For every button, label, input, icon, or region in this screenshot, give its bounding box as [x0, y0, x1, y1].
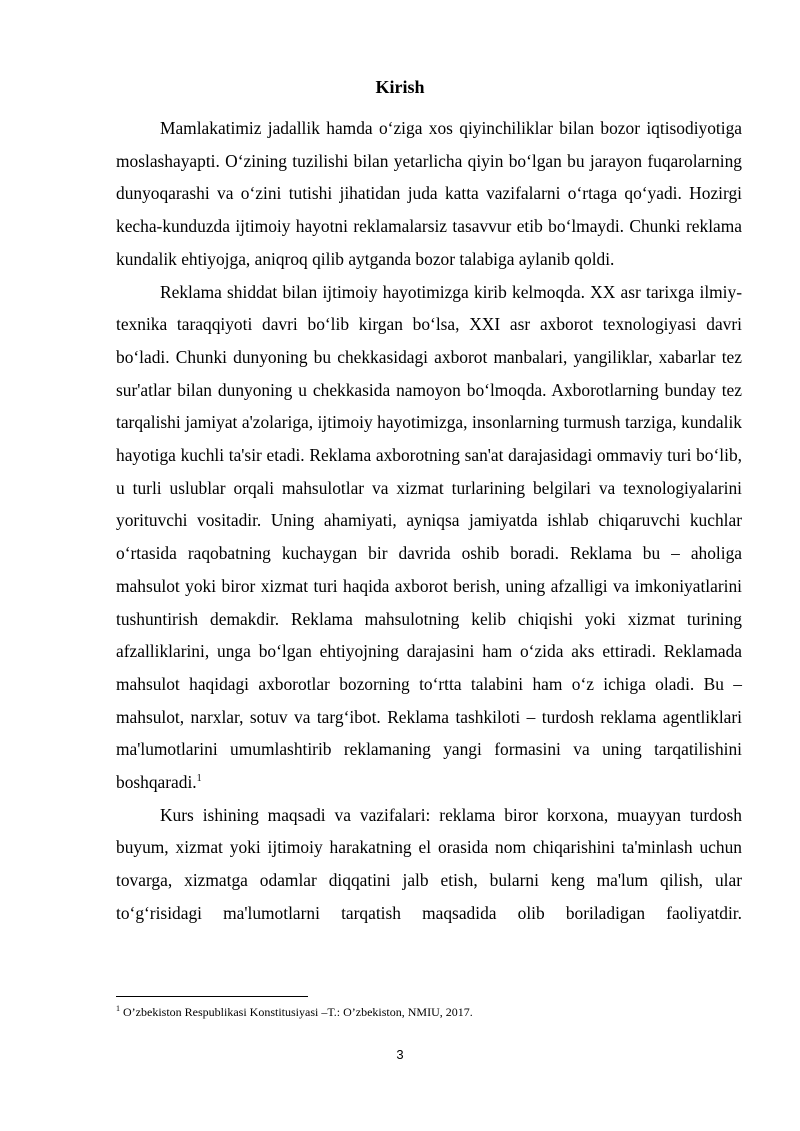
footnote-separator — [116, 996, 308, 997]
paragraph-goals — [116, 799, 742, 930]
paragraph-intro-text: Mamlakatimiz jadallik hamda o‘ziga xos qiyinchiliklar bilan bozor iqtisodiyotiga moslashayapti. O‘zining tuzilishi bilan yetarlicha qiyin bo‘lgan bu jarayon fuqarolarning dunyoqarashi va o‘zini tutishi jihatidan juda katta vazifalarni o‘rtaga qo‘yadi. Hozirgi kecha-kunduzda ijtimoiy hayotni reklamalarsiz tasavvur etib bo‘lmaydi. Chunki reklama kundalik ehtiyojga, aniqroq qilib aytganda bozor talabiga aylanib qoldi. — [116, 118, 742, 269]
footnote — [116, 1004, 473, 1020]
footnote-text: O’zbekiston Respublikasi Konstitusiyasi –T.: O’zbekiston, NMIU, 2017. — [123, 1005, 473, 1019]
page-number: 3 — [396, 1047, 404, 1062]
paragraph-advertising — [116, 276, 742, 799]
paragraph-advertising-text: Reklama shiddat bilan ijtimoiy hayotimizga kirib kelmoqda. XX asr tarixga ilmiy-texnika taraqqiyoti davri bo‘lib kirgan bo‘lsa, XXI asr axborot texnologiyasi davri bo‘ladi. Chunki dunyoning bu chekkasidagi axborot manbalari, yangiliklar, xabarlar tez sur'atlar bilan dunyoning u chekkasida namoyon bo‘lmoqda. Axborotlarning bunday tez tarqalishi jamiyat a'zolariga, ijtimoiy hayotimizga, insonlarning turmush tarziga, kundalik hayotiga kuchli ta'sir etadi. Reklama axborotning san'at darajasidagi ommaviy turi bo‘lib, u turli uslublar orqali mahsulotlar va xizmat turlarining belgilari va texnologiyalarini yorituvchi vositadir. Uning ahamiyati, ayniqsa jamiyatda ishlab chiqaruvchi kuchlar o‘rtasida raqobatning kuchaygan bir davrida oshib boradi. Reklama bu – aholiga mahsulot yoki biror xizmat turi haqida axborot berish, uning afzalligi va imkoniyatlarini tushuntirish demakdir. Reklama mahsulotning kelib chiqishi yoki xizmat turining afzalliklarini, unga bo‘lgan ehtiyojning darajasini ham o‘zida aks ettiradi. Reklamada mahsulot haqidagi axborotlar bozorning to‘rtta talabini ham o‘z ichiga oladi. Bu – mahsulot, narxlar, sotuv va targ‘ibot. Reklama tashkiloti – turdosh reklama agentliklari ma'lumotlarini umumlashtirib reklamaning yangi formasini va uning tarqatilishini boshqaradi. — [116, 281, 742, 793]
footnote-reference: 1 — [196, 773, 202, 785]
section-heading: Kirish — [375, 77, 425, 97]
paragraph-intro — [116, 112, 742, 276]
paragraph-goals-text: Kurs ishining maqsadi va vazifalari: reklama biror korxona, muayyan turdosh buyum, xizmat yoki ijtimoiy harakatning el orasida nom chiqarishini ta'minlash uchun tovarga, xizmatga odamlar diqqatini jalb etish, bularni keng ma'lum qilish, ular to‘g‘risidagi ma'lumotlarni tarqatish maqsadida olib boriladigan faoliyatdir. — [116, 804, 742, 923]
body-text — [116, 112, 742, 930]
footnote-marker: 1 — [116, 1004, 120, 1013]
